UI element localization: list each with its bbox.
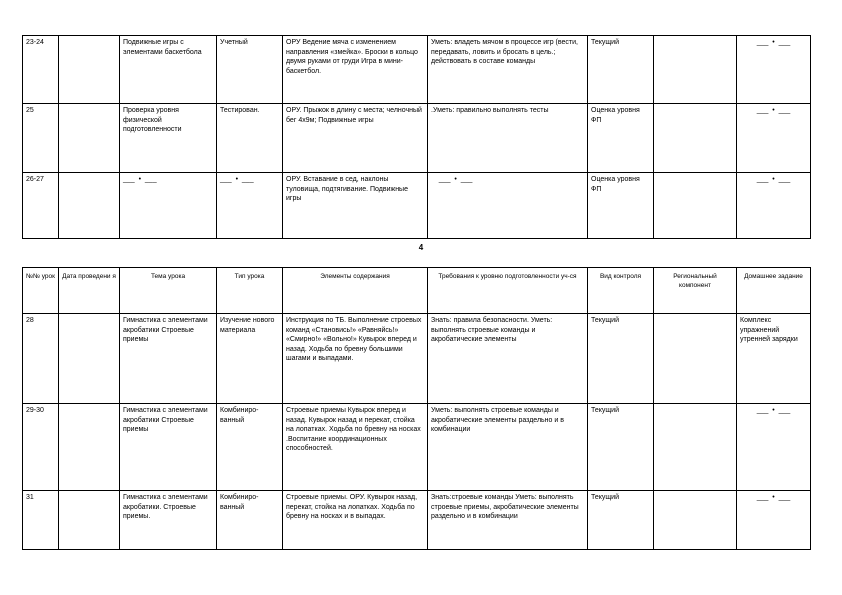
lesson-homework: ___ • ___ <box>737 104 811 173</box>
table-row <box>23 404 811 491</box>
col-header-content: Элементы содержания <box>283 268 428 314</box>
lesson-date <box>59 104 120 173</box>
col-header-topic: Тема урока <box>120 268 217 314</box>
lesson-requirements: Знать:строевые команды Уметь: выполнять строевые приемы, акробатические элементы раздельно и в комбинации <box>428 491 588 550</box>
lesson-regional <box>654 491 737 550</box>
lesson-requirements: Знать: правила безопасности. Уметь: выполнять строевые команды и акробатические элементы <box>428 314 588 404</box>
col-header-requirements: Требования к уровню подготовленности уч-ся <box>428 268 588 314</box>
lesson-number: 31 <box>23 491 59 550</box>
lesson-number: 28 <box>23 314 59 404</box>
lesson-control: Текущий <box>588 314 654 404</box>
col-header-type: Тип урока <box>217 268 283 314</box>
lesson-regional <box>654 404 737 491</box>
lesson-requirements: Уметь: выполнять строевые команды и акробатические элементы раздельно и в комбинации <box>428 404 588 491</box>
col-header-number: №№ урок <box>23 268 59 314</box>
lesson-control: Текущий <box>588 491 654 550</box>
lesson-control: Оценка уровня ФП <box>588 104 654 173</box>
lesson-type: Учетный <box>217 36 283 104</box>
lesson-regional <box>654 36 737 104</box>
lesson-requirements: ___ • ___ <box>428 173 588 239</box>
lesson-type: Изучение нового материала <box>217 314 283 404</box>
lesson-homework: ___ • ___ <box>737 173 811 239</box>
lesson-homework: ___ • ___ <box>737 36 811 104</box>
lesson-homework: ___ • ___ <box>737 491 811 550</box>
lesson-regional <box>654 314 737 404</box>
table-row <box>23 36 811 104</box>
lesson-topic: Подвижные игры с элементами баскетбола <box>120 36 217 104</box>
lesson-requirements: Уметь: владеть мячом в процессе игр (вести, передавать, ловить и бросать в цель.; действовать в составе команды <box>428 36 588 104</box>
lesson-number: 23-24 <box>23 36 59 104</box>
lesson-type: Комбиниро-ванный <box>217 404 283 491</box>
lesson-topic: Гимнастика с элементами акробатики Строевые приемы <box>120 314 217 404</box>
lesson-topic: Гимнастика с элементами акробатики. Строевые приемы. <box>120 491 217 550</box>
lesson-regional <box>654 173 737 239</box>
lesson-topic: Гимнастика с элементами акробатики Строевые приемы <box>120 404 217 491</box>
col-header-date: Дата проведени я <box>59 268 120 314</box>
lesson-requirements: .Уметь: правильно выполнять тесты <box>428 104 588 173</box>
lesson-type: Тестирован. <box>217 104 283 173</box>
lesson-content: ОРУ. Прыжок в длину с места; челночный бег 4х9м; Подвижные игры <box>283 104 428 173</box>
lesson-date <box>59 404 120 491</box>
lesson-date <box>59 36 120 104</box>
lesson-content: Строевые приемы Кувырок вперед и назад. Кувырок назад и перекат, стойка на лопатках. Ходьба по бревну на носках .Воспитание координационных способностей. <box>283 404 428 491</box>
lesson-homework: Комплекс упражнений утренней зарядки <box>737 314 811 404</box>
table-row <box>23 491 811 550</box>
lesson-homework: ___ • ___ <box>737 404 811 491</box>
lesson-content: Инструкция по ТБ. Выполнение строевых команд «Становись!» «Равняйсь!» «Смирно!» «Вольно!» Кувырок вперед и назад. Ходьба по бревну большими шагами и выпадами. <box>283 314 428 404</box>
lesson-topic: Проверка уровня физической подготовленности <box>120 104 217 173</box>
lesson-regional <box>654 104 737 173</box>
page-number: 4 <box>418 243 424 252</box>
lesson-topic: ___ • ___ <box>120 173 217 239</box>
lesson-content: ОРУ. Вставание в сед, наклоны туловища, подтягивание. Подвижные игры <box>283 173 428 239</box>
lesson-number: 26-27 <box>23 173 59 239</box>
table-row <box>23 314 811 404</box>
lesson-content: ОРУ Ведение мяча с изменением направления «змейка». Броски в кольцо двумя руками от груди Игра в мини-баскетбол. <box>283 36 428 104</box>
lesson-date <box>59 314 120 404</box>
lesson-control: Оценка уровня ФП <box>588 173 654 239</box>
lesson-content: Строевые приемы. ОРУ. Кувырок назад, перекат, стойка на лопатках. Ходьба по бревну на носках и в выпадах. <box>283 491 428 550</box>
col-header-homework: Домашнее задание <box>737 268 811 314</box>
lesson-date <box>59 173 120 239</box>
lesson-type: ___ • ___ <box>217 173 283 239</box>
lesson-number: 25 <box>23 104 59 173</box>
col-header-regional: Региональный компонент <box>654 268 737 314</box>
lesson-date <box>59 491 120 550</box>
lesson-control: Текущий <box>588 36 654 104</box>
col-header-control: Вид контроля <box>588 268 654 314</box>
lesson-table-bottom <box>22 267 811 550</box>
lesson-type: Комбиниро-ванный <box>217 491 283 550</box>
table-row <box>23 104 811 173</box>
lesson-number: 29-30 <box>23 404 59 491</box>
lesson-table-top <box>22 35 811 239</box>
table-row <box>23 173 811 239</box>
table-header-row <box>23 268 811 314</box>
lesson-control: Текущий <box>588 404 654 491</box>
